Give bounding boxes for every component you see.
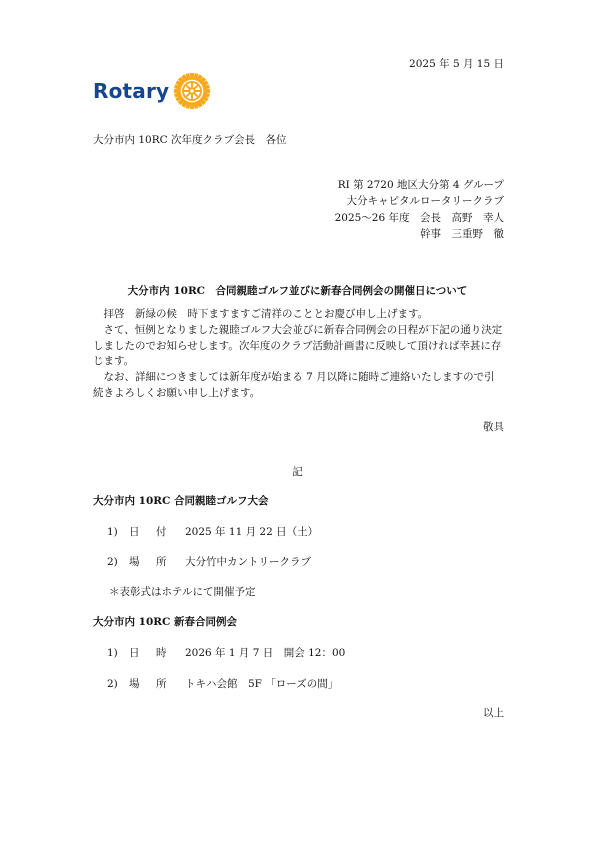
rotary-logo (93, 72, 211, 110)
newyear-venue-item (107, 677, 338, 692)
newyear-section-title: 大分市内 10RC 新春合同例会 (93, 616, 238, 628)
closing-keigu: 敬具 (483, 421, 504, 433)
item-label: 場 所 (129, 678, 170, 690)
ki-heading: 記 (292, 466, 303, 478)
sender-president: 2025～26 年度 会長 高野 幸人 (334, 211, 504, 224)
item-number: 1) (107, 526, 118, 538)
rotary-wheel-icon (173, 72, 211, 110)
item-label: 日 時 (129, 647, 170, 659)
sender-secretary: 幹事 三重野 徹 (420, 227, 504, 240)
closing-ijou: 以上 (483, 707, 504, 719)
golf-awards-note: ＊表彰式はホテルにて開催予定 (109, 586, 256, 598)
item-value: 2025 年 11 月 22 日（土） (185, 526, 319, 538)
item-number: 2) (107, 556, 118, 568)
sender-club: 大分キャピタルロータリークラブ (346, 195, 504, 208)
letter-body (93, 307, 504, 402)
addressee: 大分市内 10RC 次年度クラブ会長 各位 (93, 134, 287, 146)
item-value: 2026 年 1 月 7 日 開会 12：00 (185, 647, 346, 659)
item-label: 日 付 (129, 526, 170, 538)
body-paragraph-details: なお、詳細につきましては新年度が始まる 7 月以降に随時ご連絡いたしますので引続きよろしくお願い申し上げます。 (93, 371, 495, 399)
sender-block (335, 177, 504, 242)
body-greeting: 拝啓 新緑の候 時下ますますご清祥のこととお慶び申し上げます。 (103, 308, 429, 320)
rotary-logo-text: Rotary (93, 78, 170, 103)
item-number: 2) (107, 678, 118, 690)
item-label: 場 所 (129, 556, 170, 568)
sender-district: RI 第 2720 地区大分第 4 グループ (337, 179, 504, 191)
letter-date: 2025 年 5 月 15 日 (409, 58, 504, 70)
item-number: 1) (107, 647, 118, 659)
body-paragraph-schedule: さて、恒例となりました親睦ゴルフ大会並びに新春合同例会の日程が下記の通り決定しましたのでお知らせします。次年度のクラブ活動計画書に反映して頂ければ幸甚に存じます。 (93, 323, 503, 368)
golf-venue-item (107, 555, 311, 570)
golf-section-title: 大分市内 10RC 合同親睦ゴルフ大会 (93, 495, 269, 507)
item-value: 大分竹中カントリークラブ (185, 556, 311, 568)
golf-date-item (107, 525, 318, 540)
subject-title: 大分市内 10RC 合同親睦ゴルフ並びに新春合同例会の開催日について (127, 285, 468, 297)
newyear-datetime-item (107, 646, 345, 661)
item-value: トキハ会館 5F 「ローズの間」 (185, 678, 339, 690)
